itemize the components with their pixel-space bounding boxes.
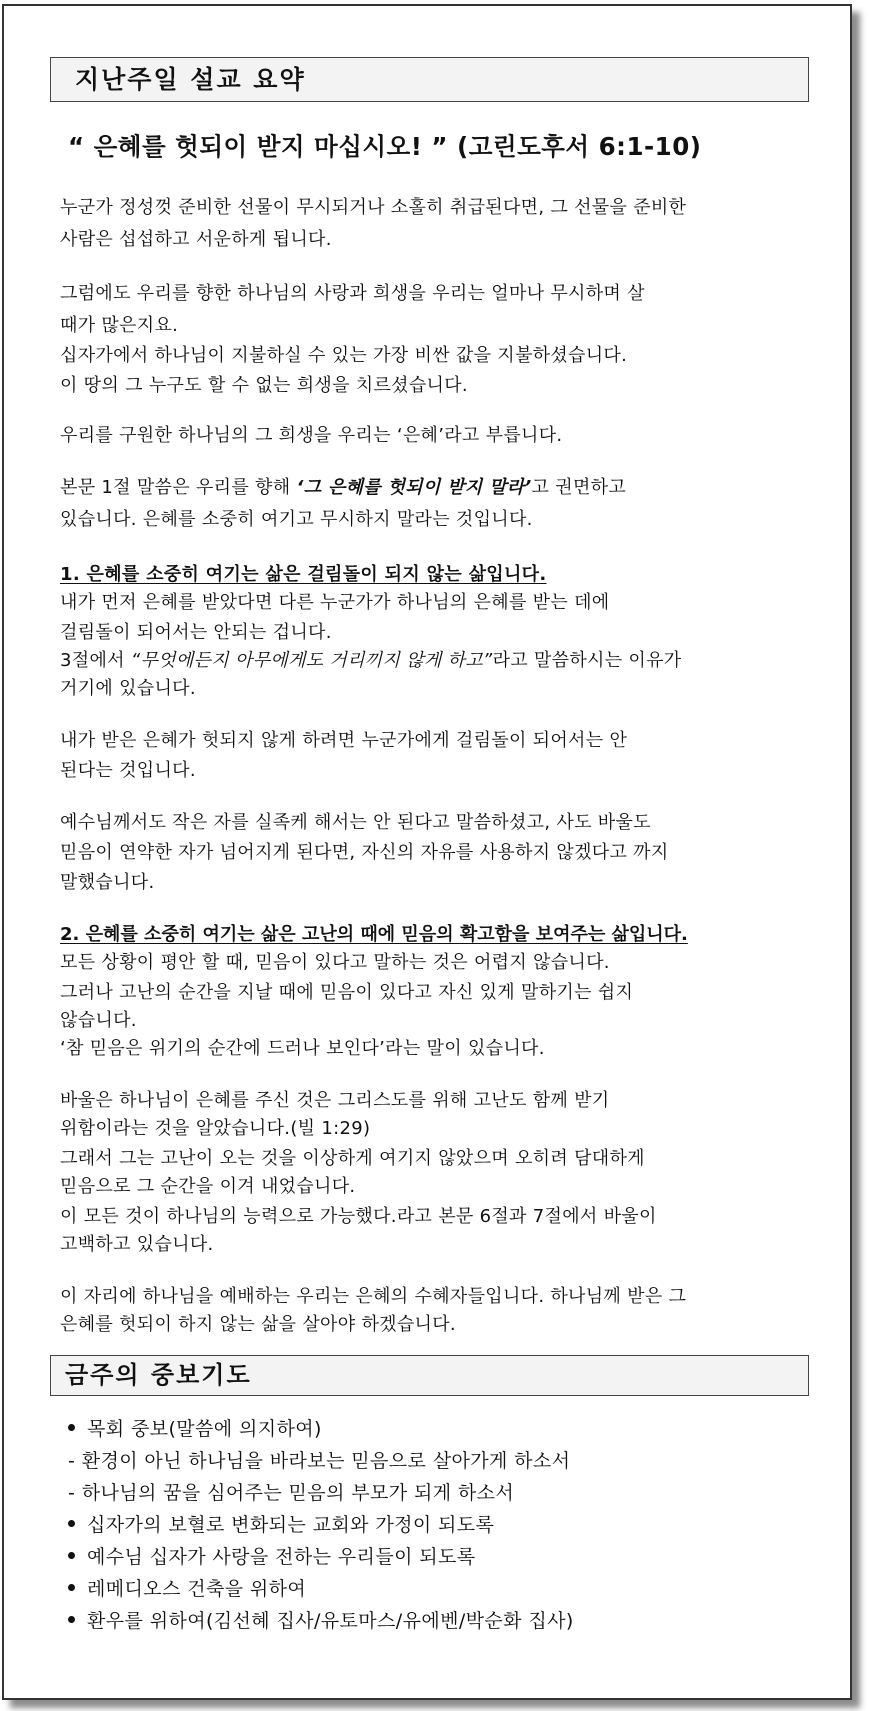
prayer-item-text: 레메디오스 건축을 위하여 (87, 1578, 307, 1600)
bullet-icon (68, 1552, 75, 1559)
text-line: 이 땅의 그 누구도 할 수 없는 희생을 치르셨습니다. (60, 375, 468, 396)
text-line: 걸림돌이 되어서는 안되는 겁니다. (60, 622, 332, 643)
prayer-item (68, 1543, 476, 1571)
text-line: 내가 먼저 은혜를 받았다면 다른 누군가가 하나님의 은혜를 받는 데에 (60, 592, 610, 613)
text-line: ‘참 믿음은 위기의 순간에 드러나 보인다’라는 말이 있습니다. (60, 1038, 545, 1059)
text-line: 내가 받은 은혜가 헛되지 않게 하려면 누군가에게 걸림돌이 되어서는 안 (60, 730, 628, 751)
text-line: 때가 많은지요. (60, 315, 179, 336)
text-line: 않습니다. (60, 1010, 137, 1031)
text-line (60, 475, 626, 501)
prayer-item (68, 1575, 306, 1603)
text-line: 누군가 정성껏 준비한 선물이 무시되거나 소홀히 취급된다면, 그 선물을 준비한 (60, 197, 687, 218)
emphasis-quote: ‘그 은혜를 헛되이 받지 말라’ (296, 477, 532, 498)
text-line: 된다는 것입니다. (60, 760, 196, 781)
prayer-item (68, 1415, 322, 1443)
prayer-item (68, 1607, 574, 1635)
intercessory-prayer-header: 금주의 중보기도 (50, 1355, 809, 1396)
prayer-item-text: 목회 중보(말씀에 의지하여) (87, 1418, 322, 1440)
text-line: 모든 상황이 평안 할 때, 믿음이 있다고 말하는 것은 어렵지 않습니다. (60, 952, 610, 973)
prayer-item-text: - 환경이 아닌 하나님을 바라보는 믿음으로 살아가게 하소서 (68, 1450, 571, 1472)
text-line: 예수님께서도 작은 자를 실족케 해서는 안 된다고 말씀하셨고, 사도 바울도 (60, 812, 651, 833)
text-line: 그러나 고난의 순간을 지날 때에 믿음이 있다고 자신 있게 말하기는 쉽지 (60, 982, 634, 1003)
bullet-icon (68, 1584, 75, 1591)
bullet-icon (68, 1616, 75, 1623)
bullet-icon (68, 1424, 75, 1431)
text-line: 고백하고 있습니다. (60, 1234, 214, 1255)
text-line: 믿음이 연약한 자가 넘어지게 된다면, 자신의 자유를 사용하지 않겠다고 까지 (60, 842, 669, 863)
text-run: 고 권면하고 (531, 477, 627, 498)
text-run: 라고 말씀하시는 이유가 (492, 650, 682, 671)
prayer-item-text: 환우를 위하여(김선혜 집사/유토마스/유에벤/박순화 집사) (87, 1610, 574, 1632)
prayer-item (68, 1511, 494, 1539)
text-run: 본문 1절 말씀은 우리를 향해 (60, 477, 297, 498)
text-line: 그래서 그는 고난이 오는 것을 이상하게 여기지 않았으며 오히려 담대하게 (60, 1148, 645, 1169)
text-line (60, 648, 682, 674)
prayer-item-text: - 하나님의 꿈을 심어주는 믿음의 부모가 되게 하소서 (68, 1482, 515, 1504)
text-line: 우리를 구원한 하나님의 그 희생을 우리는 ‘은혜’라고 부릅니다. (60, 425, 563, 446)
text-run: 3절에서 (60, 650, 131, 671)
text-line: 믿음으로 그 순간을 이겨 내었습니다. (60, 1176, 356, 1197)
text-line: 있습니다. 은혜를 소중히 여기고 무시하지 말라는 것입니다. (60, 509, 533, 530)
prayer-item-text: 예수님 십자가 사랑을 전하는 우리들이 되도록 (87, 1546, 476, 1568)
point-2-heading: 2. 은혜를 소중히 여기는 삶은 고난의 때에 믿음의 확고함을 보여주는 삶입니다. (60, 924, 688, 945)
text-line: 거기에 있습니다. (60, 678, 196, 699)
prayer-item (68, 1479, 514, 1507)
emphasis-quote: “무엇에든지 아무에게도 거리끼지 않게 하고” (130, 650, 493, 671)
sermon-title: “ 은혜를 헛되이 받지 마십시오! ” (고린도후서 6:1-10) (68, 132, 702, 161)
prayer-item (68, 1447, 570, 1475)
point-1-heading: 1. 은혜를 소중히 여기는 삶은 걸림돌이 되지 않는 삶입니다. (60, 564, 547, 585)
sermon-summary-header: 지난주일 설교 요약 (50, 57, 809, 102)
text-line: 사람은 섭섭하고 서운하게 됩니다. (60, 229, 332, 250)
prayer-item-text: 십자가의 보혈로 변화되는 교회와 가정이 되도록 (87, 1514, 495, 1536)
text-line: 십자가에서 하나님이 지불하실 수 있는 가장 비싼 값을 지불하셨습니다. (60, 345, 628, 366)
text-line: 그럼에도 우리를 향한 하나님의 사랑과 희생을 우리는 얼마나 무시하며 살 (60, 283, 645, 304)
text-line: 이 자리에 하나님을 예배하는 우리는 은혜의 수혜자들입니다. 하나님께 받은 그 (60, 1286, 687, 1307)
text-line: 말했습니다. (60, 872, 155, 893)
text-line: 이 모든 것이 하나님의 능력으로 가능했다.라고 본문 6절과 7절에서 바울이 (60, 1206, 657, 1227)
text-line: 바울은 하나님이 은혜를 주신 것은 그리스도를 위해 고난도 함께 받기 (60, 1090, 610, 1111)
bullet-icon (68, 1520, 75, 1527)
text-line: 위함이라는 것을 알았습니다.(빌 1:29) (60, 1118, 371, 1139)
text-line: 은혜를 헛되이 하지 않는 삶을 살아야 하겠습니다. (60, 1314, 456, 1335)
